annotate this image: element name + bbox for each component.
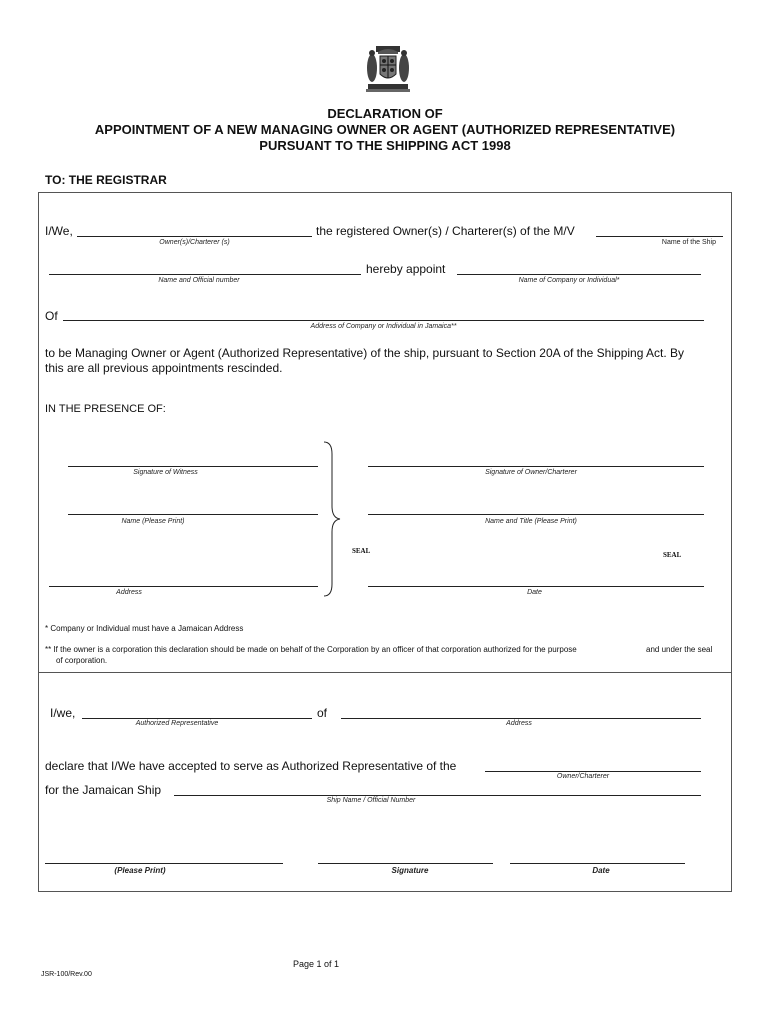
date-caption-2: Date xyxy=(592,866,610,875)
name-official-caption: Name and Official number xyxy=(158,277,240,284)
owner-charterer-caption: Owner/Charterer xyxy=(556,773,610,780)
coat-of-arms-icon xyxy=(362,44,414,96)
body-line-2: this are all previous appointments rescinded. xyxy=(45,361,283,375)
box-divider xyxy=(38,672,732,673)
addressee: TO: THE REGISTRAR xyxy=(45,173,167,187)
hereby-appoint-text: hereby appoint xyxy=(366,262,446,276)
owner-name-title-caption: Name and Title (Please Print) xyxy=(485,518,577,525)
for-ship-text: for the Jamaican Ship xyxy=(45,783,162,797)
declare-text: declare that I/We have accepted to serve as Authorized Representative of the xyxy=(45,759,457,773)
title-line-3: PURSUANT TO THE SHIPPING ACT 1998 xyxy=(259,138,511,153)
box-bottom-border xyxy=(38,891,732,892)
registered-text: the registered Owner(s) / Charterer(s) of the M/V xyxy=(316,224,575,238)
owner-name-title-line[interactable] xyxy=(368,514,704,515)
box-top-border xyxy=(38,192,732,193)
auth-rep-input-line[interactable] xyxy=(82,718,312,719)
address-caption: Address of Company or Individual in Jamaica** xyxy=(310,323,457,330)
body-line-1: to be Managing Owner or Agent (Authorized Representative) of the ship, pursuant to Section 20A of the Shipping Act. By xyxy=(45,346,685,360)
title-line-1: DECLARATION OF xyxy=(327,106,443,121)
owner-caption: Owner(s)/Charterer (s) xyxy=(159,239,230,246)
date-caption: Date xyxy=(527,589,542,596)
of-label: Of xyxy=(45,309,58,323)
ship-official-caption: Ship Name / Official Number xyxy=(326,797,416,804)
page-number: Page 1 of 1 xyxy=(292,959,340,969)
witness-name-line[interactable] xyxy=(68,514,318,515)
box-right-border xyxy=(731,192,732,892)
witness-address-caption: Address xyxy=(116,589,142,596)
ship-official-input-line[interactable] xyxy=(174,795,701,796)
note-jamaican-address: * Company or Individual must have a Jamaican Address xyxy=(45,624,244,633)
iwe-label-2: I/we, xyxy=(50,706,76,720)
box-left-border xyxy=(38,192,39,892)
witness-name-caption: Name (Please Print) xyxy=(121,518,185,525)
rep-address-caption: Address xyxy=(506,720,532,727)
note-corporation-line2: of corporation. xyxy=(56,656,108,665)
company-caption: Name of Company or Individual* xyxy=(518,277,620,284)
seal-label-left: SEAL xyxy=(352,547,371,555)
date-line[interactable] xyxy=(368,586,704,587)
seal-label-right: SEAL xyxy=(663,551,682,559)
signature-line[interactable] xyxy=(318,863,493,864)
date-line-2[interactable] xyxy=(510,863,685,864)
ship-name-input-line[interactable] xyxy=(596,236,723,237)
print-name-caption: (Please Print) xyxy=(114,866,166,875)
owner-input-line[interactable] xyxy=(77,236,312,237)
signature-caption: Signature xyxy=(391,866,429,875)
owner-signature-caption: Signature of Owner/Charterer xyxy=(485,469,577,476)
iwe-label: I/We, xyxy=(45,224,73,238)
ship-caption: Name of the Ship xyxy=(661,239,716,246)
witness-address-line[interactable] xyxy=(49,586,318,587)
note-corporation-seal: and under the seal xyxy=(646,645,713,654)
brace-icon xyxy=(320,440,344,598)
owner-charterer-input-line[interactable] xyxy=(485,771,701,772)
note-corporation-line1: ** If the owner is a corporation this declaration should be made on behalf of the Corporation by an officer of that corporation authorized for the purpose xyxy=(45,645,577,654)
witness-signature-caption: Signature of Witness xyxy=(133,469,198,476)
witness-signature-line[interactable] xyxy=(68,466,318,467)
name-official-input-line[interactable] xyxy=(49,274,361,275)
address-input-line[interactable] xyxy=(63,320,704,321)
print-name-line[interactable] xyxy=(45,863,283,864)
form-id: JSR-100/Rev.00 xyxy=(41,971,92,978)
presence-label: IN THE PRESENCE OF: xyxy=(45,403,166,415)
rep-address-input-line[interactable] xyxy=(341,718,701,719)
of-label-2: of xyxy=(317,706,328,720)
owner-signature-line[interactable] xyxy=(368,466,704,467)
title-line-2: APPOINTMENT OF A NEW MANAGING OWNER OR AGENT (AUTHORIZED REPRESENTATIVE) xyxy=(94,122,676,137)
company-input-line[interactable] xyxy=(457,274,701,275)
auth-rep-caption: Authorized Representative xyxy=(135,720,219,727)
